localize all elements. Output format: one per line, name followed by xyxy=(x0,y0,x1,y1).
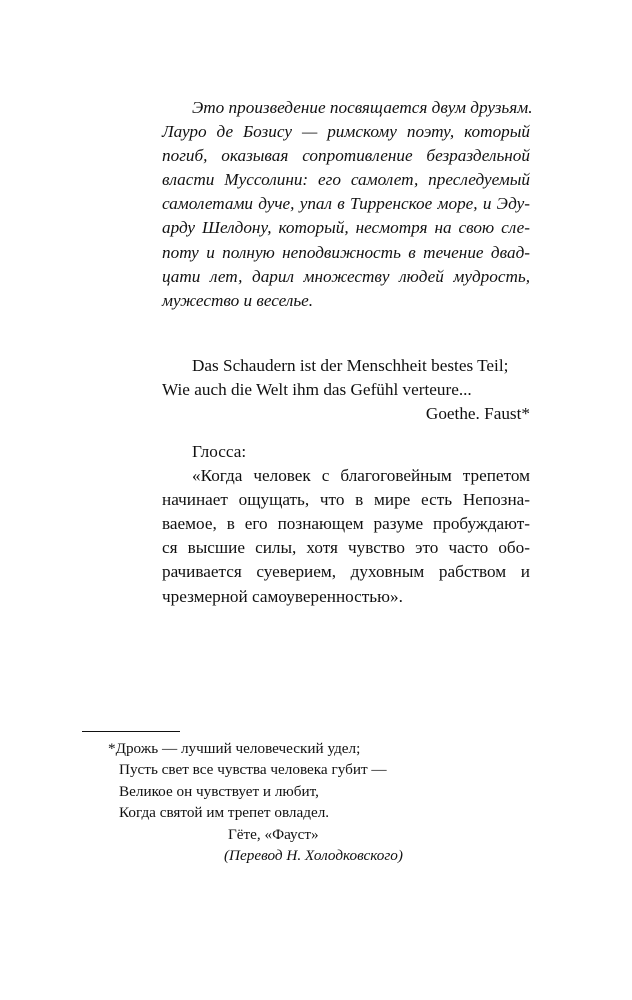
glossa-line: ваемое, в его познающем разуме пробуждают- xyxy=(162,514,530,534)
dedication-line: цати лет, дарил множеству людей мудрость, xyxy=(162,266,530,286)
epigraph xyxy=(162,354,530,426)
dedication xyxy=(162,96,533,313)
footnote-line: Великое он чувствует и любит, xyxy=(119,782,319,800)
dedication-line: мужество и веселье. xyxy=(162,290,314,310)
glossa-heading: Глосса: xyxy=(192,442,247,461)
epigraph-line: Das Schaudern ist der Menschheit bestes Teil; xyxy=(192,356,509,375)
footnote xyxy=(108,738,468,866)
footnote-translator: (Перевод Н. Холодковского) xyxy=(224,847,403,865)
dedication-line: Это произведение посвящается двум друзьям. xyxy=(192,98,533,117)
footnote-line: Когда святой им трепет овладел. xyxy=(119,804,330,822)
footnote-line: Пусть свет все чувства человека губит — xyxy=(119,761,387,779)
glossa-line: рачивается суеверием, духовным рабством и xyxy=(162,562,530,582)
dedication-line: самолетами дуче, упал в Тирренское море, и Эду- xyxy=(162,194,530,214)
epigraph-attribution: Goethe. Faust* xyxy=(425,404,530,424)
glossa xyxy=(162,440,530,609)
glossa-line: чрезмерной самоуверенностью». xyxy=(162,586,403,606)
glossa-line: ся высшие силы, хотя чувство это часто обо- xyxy=(162,538,530,558)
glossa-line: начинает ощущать, что в мире есть Непозна- xyxy=(162,490,530,510)
dedication-line: власти Муссолини: его самолет, преследуемый xyxy=(162,170,530,190)
epigraph-line: Wie auch die Welt ihm das Gefühl verteure... xyxy=(162,380,472,400)
footnote-divider xyxy=(82,731,180,732)
footnote-signature: Гёте, «Фауст» xyxy=(228,825,319,843)
glossa-line: «Когда человек с благоговейным трепетом xyxy=(192,466,530,486)
dedication-line: Лауро де Бозису — римскому поэту, который xyxy=(162,122,530,142)
dedication-line: погиб, оказывая сопротивление безраздельной xyxy=(162,146,530,166)
footnote-line: *Дрожь — лучший человеческий удел; xyxy=(108,740,361,757)
dedication-line: арду Шелдону, который, несмотря на свою сле- xyxy=(162,218,530,238)
dedication-line: поту и полную неподвижность в течение двад- xyxy=(162,242,530,262)
